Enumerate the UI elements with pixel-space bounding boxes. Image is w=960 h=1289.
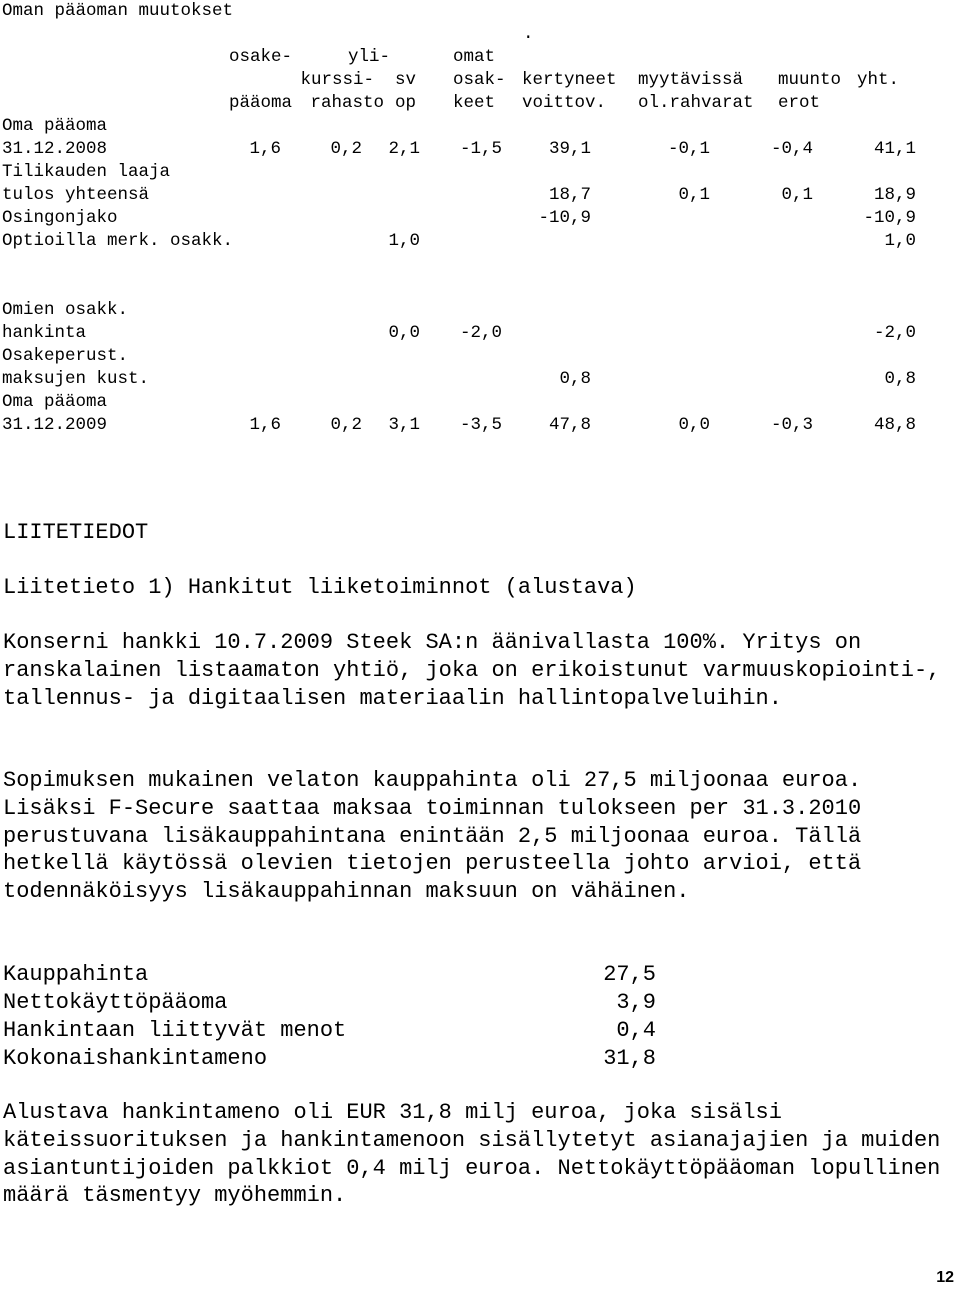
equity-cell: 47,8 [548, 415, 591, 435]
equity-cell: 3,1 [388, 415, 420, 435]
paragraph-acquisition-intro: Konserni hankki 10.7.2009 Steek SA:n äänivallasta 100%. Yritys on ranskalainen listaamaton yhtiö, joka on erikoistunut varmuuskopiointi-, tallennus- ja digitaalisen materiaalin hallintopalveluihin. [3, 630, 941, 711]
header-myytavissa-1: myytävissä [638, 70, 744, 90]
equity-row-label: 31.12.2008 [2, 139, 108, 159]
acquisition-row-label: Kokonaishankintameno [3, 1046, 268, 1071]
equity-row-label: 31.12.2009 [2, 415, 108, 435]
header-ylikurssi-0: yli- [347, 47, 390, 67]
equity-row-label: hankinta [2, 323, 87, 343]
equity-cell: 39,1 [548, 139, 591, 159]
acquisition-row-label: Hankintaan liittyvät menot [3, 1018, 347, 1043]
header-sv-1: sv [395, 70, 417, 90]
notes-subheading: Liitetieto 1) Hankitut liiketoiminnot (alustava) [3, 575, 637, 600]
equity-cell: 1,0 [388, 231, 420, 251]
paragraph-acquisition-cost: Alustava hankintameno oli EUR 31,8 milj euroa, joka sisälsi käteissuorituksen ja hankintamenoon sisällytetyt asianajajien ja muiden asiantuntijoiden palkkiot 0,4 milj euroa. Nettokäyttöpääoman lopullinen määrä täsmentyy myöhemmin. [3, 1100, 941, 1209]
equity-cell: -2,0 [459, 323, 502, 343]
equity-cell: 48,8 [873, 415, 916, 435]
equity-cell: 1,6 [249, 415, 281, 435]
equity-row-label: maksujen kust. [2, 369, 150, 389]
paragraph-purchase-price: Sopimuksen mukainen velaton kauppahinta oli 27,5 miljoonaa euroa. Lisäksi F-Secure saattaa maksaa toiminnan tulokseen per 31.3.2010 perustuvana lisäkauppahintana enintään 2,5 miljoonaa euroa. Tällä hetkellä käytössä olevien tietojen perusteella johto arvioi, että todennäköisyys lisäkauppahinnan maksuun on vähäinen. [3, 768, 862, 905]
equity-row-label: Oma pääoma [2, 116, 108, 136]
equity-cell: 0,8 [884, 369, 916, 389]
equity-cell: 41,1 [873, 139, 916, 159]
header-kertyneet-1: kertyneet [522, 70, 617, 90]
header-kertyneet-2: voittov. [522, 93, 607, 113]
equity-cell: 18,9 [873, 185, 916, 205]
header-osakepaaoma-1: osake- [228, 47, 292, 67]
equity-cell: -3,5 [459, 415, 502, 435]
equity-cell: -1,5 [459, 139, 502, 159]
equity-row-label: Osakeperust. [2, 346, 129, 366]
acquisition-row-value: 3,9 [616, 990, 656, 1015]
header-osakepaaoma-2: pääoma [228, 93, 292, 113]
equity-cell: -2,0 [873, 323, 916, 343]
acquisition-row-label: Nettokäyttöpääoma [3, 990, 228, 1015]
section-title: Oman pääoman muutokset [2, 1, 234, 21]
equity-cell: 2,1 [388, 139, 420, 159]
header-omat-0: omat [453, 47, 496, 67]
equity-cell: 0,1 [678, 185, 710, 205]
equity-row-label: Omien osakk. [2, 300, 129, 320]
equity-row-label: tulos yhteensä [2, 185, 150, 205]
acquisition-row-value: 31,8 [603, 1046, 656, 1071]
header-omat-2: keet [453, 93, 496, 113]
equity-cell: 0,0 [388, 323, 420, 343]
equity-cell: 1,0 [884, 231, 916, 251]
equity-cell: -10,9 [863, 208, 916, 228]
header-omat-1: osak- [453, 70, 506, 90]
equity-cell: -0,4 [770, 139, 813, 159]
equity-cell: 0,1 [781, 185, 813, 205]
equity-cell: 0,8 [559, 369, 591, 389]
header-yht-1: yht. [857, 70, 900, 90]
header-ylikurssi-2: rahasto [310, 93, 384, 113]
equity-cell: -0,3 [770, 415, 813, 435]
equity-row-label: Tilikauden laaja [2, 162, 171, 182]
stray-dot: . [523, 24, 534, 44]
header-myytavissa-2: ol.rahvarat [638, 93, 754, 113]
equity-row-label: Oma pääoma [2, 392, 108, 412]
equity-cell: 0,2 [330, 415, 362, 435]
notes-heading: LIITETIEDOT [3, 520, 149, 545]
page-number: 12 [936, 1269, 954, 1286]
equity-cell: 18,7 [548, 185, 591, 205]
equity-row-label: Optioilla merk. osakk. [2, 231, 234, 251]
header-sv-2: op [395, 93, 417, 113]
acquisition-row-value: 0,4 [616, 1018, 656, 1043]
equity-cell: -0,1 [667, 139, 710, 159]
acquisition-row-value: 27,5 [603, 962, 656, 987]
header-ylikurssi-1: kurssi- [300, 70, 374, 90]
equity-row-label: Osingonjako [2, 208, 118, 228]
equity-cell: 1,6 [249, 139, 281, 159]
acquisition-row-label: Kauppahinta [3, 962, 149, 987]
header-muunto-2: erot [778, 93, 821, 113]
equity-cell: 0,2 [330, 139, 362, 159]
equity-cell: -10,9 [538, 208, 591, 228]
header-muunto-1: muunto [778, 70, 842, 90]
equity-cell: 0,0 [678, 415, 710, 435]
